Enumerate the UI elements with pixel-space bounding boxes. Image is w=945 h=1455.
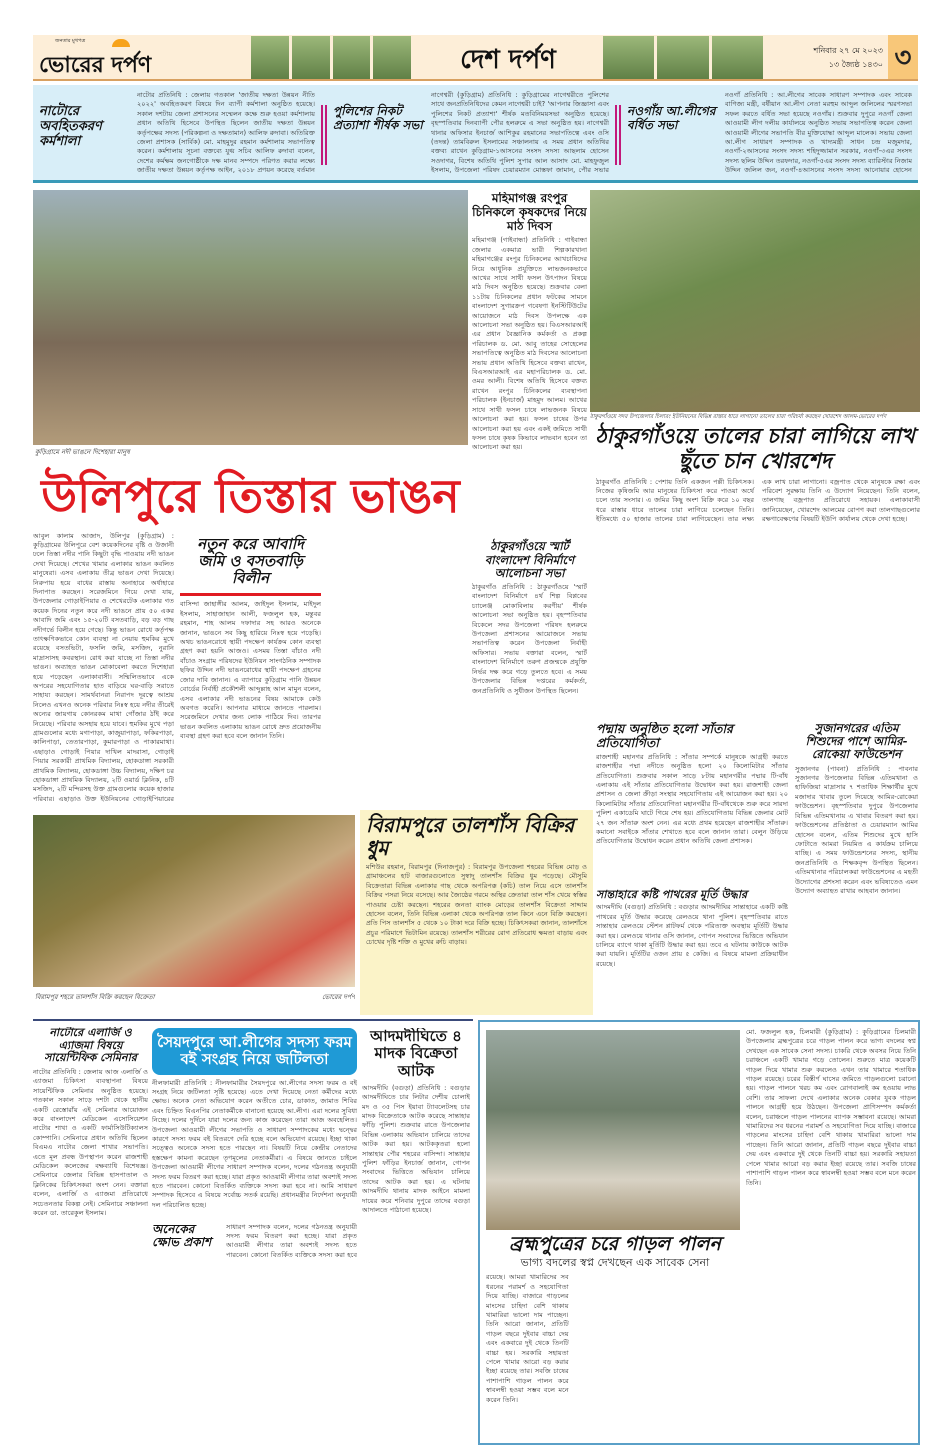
subhead-box (180, 532, 321, 597)
strip-article (627, 91, 912, 174)
headline: পদ্মায় অনুষ্ঠিত হলো সাঁতার প্রতিযোগিতা (596, 722, 733, 751)
article-body: ঠাকুরগাঁও প্রতিনিধি : ঠাকুরগাঁওয়ে 'স্মার্ট বাংলাদেশ বিনির্মাণে ৪র্থ শিল্প বিপ্লবের চ্যালেঞ্জ মোকাবিলায় করণীয়' শীর্ষক আলোচনা সভা অনুষ্ঠিত হয়। বৃহস্পতিবার বিকেলে সদর উপজেলা পরিষদ হলরুমে উপজেলা প্রশাসনের আয়োজনে সভায় সভাপতিত্ব করেন উপজেলা নির্বাহী অফিসার। সভায় বক্তারা বলেন, স্মার্ট বাংলাদেশ বিনির্মাণে তরুণ প্রজন্মকে প্রযুক্তি নির্ভর দক্ষ করে গড়ে তুলতে হবে। এ সময় উপজেলার বিভিন্ন দপ্তরের কর্মকর্তা, জনপ্রতিনিধি ও সুধীজন উপস্থিত ছিলেন। (472, 583, 587, 695)
subheadline: ভাগ্য বদলের স্বপ্ন দেখছেন এক সাবেক সেনা (520, 1255, 710, 1269)
article-body: নীলফামারী প্রতিনিধি : নীলফামারীর সৈয়দপুরে আ.লীগের সদস্য ফরম ও বই সংগ্রহ নিয়ে জটিলতা সৃষ্টি হয়েছে। এতে দেখা দিয়েছে নেতা কর্মীদের মধ্যে ক্ষোভ। অনেক নেতা অভিযোগ করেন অতীতে চোর, ডাকাত, জামাত শিবির এবং চিহ্নিত বিএনপির নেতাকর্মীকে বানানো হয়েছে আ.লীগ। এরা দলের সুবিধা নিচ্ছে। দলের দুর্দিনে যারা দলের জন্য কাজ করেছেন তারা আজ অবহেলিত। উপজেলা আওয়ামী লীগের সভাপতি ও সাধারণ সম্পাদকের মধ্যে দ্বন্দ্বের কারণে সদস্য ফরম বই বিতরণে দেরি হচ্ছে বলে অভিযোগ রয়েছে। ইচ্ছা থাকা সত্ত্বেও অনেকে সদস্য হতে পারছেন না। বিষয়টি নিয়ে কেন্দ্রীয় নেতাদের হস্তক্ষেপ কামনা করেছেন তৃণমূলের নেতাকর্মীরা। এ বিষয়ে জানতে চাইলে উপজেলা আওয়ামী লীগের সাধারণ সম্পাদক বলেন, দলের গঠনতন্ত্র অনুযায়ী সদস্য ফরম বিতরণ করা হচ্ছে। যারা প্রকৃত আওয়ামী লীগার তারা অবশ্যই সদস্য হতে পারবেন। কোনো বিতর্কিত ব্যক্তিকে সদস্য করা হবে না। আমি সাধারণ সম্পাদক হিসেবে এ বিষয়ে সর্বোচ্চ সতর্ক রয়েছি। প্রধানমন্ত্রীর নির্দেশনা অনুযায়ী দল পরিচালিত হচ্ছে। (152, 1078, 357, 1209)
headline: নওগাঁয় আ.লীগের বর্ধিত সভা (627, 104, 716, 132)
photo-caption: বিরামপুর শহরে তালশাঁস বিক্রি করছেন বিক্রেতা (35, 993, 155, 1001)
article-body: নাটোর প্রতিনিধি : জেলায় আজ এলার্জি ও এ্যাজমা চিকিৎসা ব্যবস্থাপনা বিষয়ে সায়েন্টিফিক সেমিনার অনুষ্ঠিত হয়েছে। গতকাল সকাল সাড়ে দশটা থেকে স্থানীয় একটি রেস্তোরাঁয় এই সেমিনার আয়োজন করে বাংলাদেশ মেডিকেল এসোসিয়েশন নাটোর শাখা ও একটি ফার্মাসিউটিক্যালস কোম্পানি। সেমিনারে প্রধান অতিথি ছিলেন বিএমএ নাটোর জেলা শাখার সভাপতি। এতে মূল প্রবন্ধ উপস্থাপন করেন রাজশাহী মেডিকেল কলেজের বক্ষব্যাধি বিশেষজ্ঞ। সেমিনারে জেলার বিভিন্ন হাসপাতাল ও ক্লিনিকের চিকিৎসকরা অংশ নেন। বক্তারা বলেন, এলার্জি ও এ্যাজমা প্রতিরোধে সচেতনতার বিকল্প নেই। সেমিনারে সঞ্চালনা করেন ডা. তারেকুল ইসলাম। (33, 1067, 148, 1218)
headline: বিরামপুরে তালশাঁস বিক্রির ধুম (366, 813, 575, 860)
headline: মহিমাগঞ্জ রংপুর চিনিকলে কৃষকদের নিয়ে মাঠ দিবস (472, 192, 587, 233)
article-body-cont: বাসিন্দা জাহাঙ্গীর আলম, জাইদুল ইসলাম, মাইদুল ইসলাম, সাহাজাহান আলী, ফজলুল হক, মন্তুবর রহমান, শাহ আলম দফাদার সহ আরও অনেকে জানান, ভাঙনে সব কিছু হারিয়ে নিঃস্ব হয়ে পড়েছি। অথচ ভাঙনরোধে স্থায়ী পদক্ষেপ কার্যক্রম কোন ব্যবস্থা গ্রহণ করা হয়নি আজও। এসময় তিস্তা বাঁচাও নদী বাঁচাও সংগ্রাম পরিষদের ইউনিয়ন সাংগঠনিক সম্পাদক ছফির উদ্দিন নদী ভাঙনরোধের স্থায়ী পদক্ষেপ গ্রহনের জোর দাবি জানান। এ ব্যাপারে কুড়িগ্রাম পানি উন্নয়ন বোর্ডের নির্বাহী প্রকৌশলী আব্দুল্লাহ আল মামুন বলেন, এসব এলাকার নদী ভাঙনের বিষয় আমাকে কেউ অবগত করেনি। আপনার মাধ্যমে জানতে পারলাম। সরেজমিনে দেখার জন্য লোক পাঠিয়ে দিব। তারপর ভাঙন কবলিত এলাকায় ভাঙন রোধে দ্রুত প্রয়োজনীয় ব্যবস্থা গ্রহণ করা হবে বলে জানান তিনি। (180, 600, 321, 741)
article-body: মহিমাগঞ্জ (গাইবান্ধা) প্রতিনিধি : গাইবান্ধা জেলার একমাত্র ভারী শিল্পকারখানা মহিমাগঞ্জের রংপুর চিনিকলের আখচাষিদের নিয়ে আধুনিক প্রযুক্তিতে লাভজনকভাবে আখের সাথে সাথী ফসল উৎপাদন বিষয়ে মাঠ দিবস অনুষ্ঠিত হয়েছে। শুক্রবার বেলা ১১টায় চিনিকলের প্রধান ফটকের সামনে বাংলাদেশ সুগারক্রপ গবেষণা ইনস্টিটিউটের আয়োজনে মাঠ দিবস উপলক্ষে এক আলোচনা সভা অনুষ্ঠিত হয়। বিএসআরআই এর প্রধান বৈজ্ঞানিক কর্মকর্তা ও প্রকল্প পরিচালক ড. মো. আবু তাহের সোহেলের সভাপতিত্বে অনুষ্ঠিত মাঠ দিবসের আলোচনা সভায় প্রধান অতিথি হিসেবে বক্তব্য রাখেন, বিএসআরআই এর মহাপরিচালক ড. মো. ওমর আলী। বিশেষ অতিথি হিসেবে বক্তব্য রাখেন রংপুর চিনিকলের ব্যবস্থাপনা পরিচালক (ইনচার্জ) মাহমুদ আলম। আখের সাথে সাথী ফসল চাষে লাভজনক বিষয়ে আলোচনা করা হয়। ফসল চাষের উপর আলোচনা করা হয় এবং একই জমিতে সাথী ফসল চাষে কৃষক কিভাবে লাভবান হবেন তা আলোচনা করা হয়। (472, 236, 587, 452)
article-body: রাজশাহী মহানগর প্রতিনিধি : সাঁতার সম্পর্কে মানুষকে আগ্রহী করতে রাজশাহীর পদ্মা নদীতে অনুষ্ঠিত হলো ২০ কিলোমিটার সাঁতার প্রতিযোগিতা। শুক্রবার সকাল সাড়ে ৮টায় মহানগরীর পদ্মার টি-বাঁধ এলাকায় এই সাঁতার প্রতিযোগিতার উদ্বোধন করা হয়। রাজশাহী জেলা প্রশাসন ও জেলা ক্রীড়া সংস্থার সহযোগিতায় এই আয়োজন করা হয়। ২০ কিলোমিটার সাঁতার প্রতিযোগিতা মহানগরীর টি-বাঁধথেকে শুরু করে সারদা পুলিশ একাডেমি ঘাটে গিয়ে শেষ হয়। প্রতিযোগিতায় বিভিন্ন জেলার মোট ২৭ জন সাঁতারু অংশ নেন। এর মধ্যে প্রথম হয়েছেন রাজশাহীর সাঁতারু। কমানো সবাইকে সাঁতার শেখাতে হবে বলে জানান তারা। বেলুন উড়িয়ে প্রতিযোগিতার উদ্বোধন করেন প্রধান অতিথি জেলা প্রশাসক। (596, 752, 788, 846)
article-body: আবুল কালাম আজাদ, উলিপুর (কুড়িগ্রাম) : কুড়িগ্রামের উলিপুরে বেশ কয়েকদিনের বৃষ্টি ও উজানী ঢলে তিস্তা নদীর পানি কিছুটা বৃদ্ধি পাওয়ায় নদী ভাঙন দেখা দিয়েছে। শেখের খামার এলাকার ভাঙন কবলিত মানুষেরা। এসব এলাকায় তীব্র ভাঙন দেখা দিয়েছে। নিরুপায় হয়ে বাধের রাস্তায় অনাহারে অর্ধাহারে দিনাপাত করছেন। সরেজমিনে গিয়ে দেখা যায়, উপজেলার গোড়াইপিয়ার ও শেখেরটেক এলাকার গত কয়েক দিনের নতুন করে নদী ভাঙনে প্রায় ৫০ একর আবাদি জমি এবং ১৫-২০টি বসতবাড়ি, বড় বড় গাছ নদীগর্ভে বিলীন হয়ে গেছে। কিন্তু ভাঙন রোধে কর্তৃপক্ষ তাৎক্ষণিকভাবে কোন ব্যবস্থা না নেয়ায় হুমকির মুখে রয়েছে বসতভিটা, ফসলি জমি, মসজিদ, নুরানি মাদ্রাসাসহ কবরস্থান। রোধ করা যাচ্ছে না তিস্তা নদীর ভাঙন। অব্যাহত ভাঙন মোকাবেলা করতে দিশেহারা হয়ে পড়েছেন এলাকাবাসী। সম্মিলিতভাবে একে অপরের সহযোগিতার হাত বাড়িয়ে ঘর-বাড়ি সরাতে সাহায্য করছেন। সামর্থবানরা নিরাপদ দূরত্বে আশ্রয় নিলেও এখনও অনেক পরিবার নিঃস্ব হয়ে নদীর তীরেই অন্যের জায়গায় কোনরকম মাথা গোঁজার ঠাঁই করে নিয়েছে। পরিবার অসহায় হয়ে যাবে। হুমকির মুখে পড়া গ্রামগুলোর মধ্যে মগাপাড়া, কাজুয়াপাড়া, ফকিরপাড়া, কালিপাড়া, তেতারপাড়া, কুমারপাড়া ও পাকারমাথা। এছাড়াও গোড়াই পিয়ার দাখিল মাদরাসা, গোড়াই পিয়ার সরকারী প্রাথমিক বিদ্যালয়, হোকডাঙ্গা সরকারী প্রাথমিক বিদ্যালয়, হোকডাঙ্গা উচ্চ বিদ্যালয়, দক্ষিণ চর হোকডাঙ্গা প্রাথমিক বিদ্যালয়, ২টি ওয়ার্ড ক্লিনিক, ৪টি মসজিদ, ২টি মন্দিরসহ উক্ত গ্রামগুলোর কয়েক হাজার পরিবার। এছাড়াও উক্ত ইউনিয়নের গোড়াইপিয়ারের (33, 531, 174, 803)
logo[interactable] (37, 37, 177, 79)
subhead-row (152, 1223, 357, 1261)
palm-fruit-vendor-photo (33, 815, 355, 987)
photo-credit: ভোরের দর্পণ (322, 993, 355, 1001)
sun-icon (112, 39, 130, 47)
headline: সুজানগরের এতিম শিশুদের পাশে আমির-রোকেয়া ফাউন্ডেশন (805, 722, 908, 762)
photo-caption: কুড়িগ্রামে নদী ভাঙনে দিশেহারা মানুষ (35, 448, 130, 456)
article-body: সুজানগর (পাবনা) প্রতিনিধি : পাবনার সুজানগর উপজেলার বিভিন্ন এতিমখানা ও হাফিজিয়া মাদ্রাসার ৭ শতাধিক শিক্ষার্থীর মুখে মজাদার খাবার তুলে দিয়েছে আমির-রোকেয়া ফাউন্ডেশন। বৃহস্পতিবার দুপুরে উপজেলার বিভিন্ন এতিমখানায় এ খাবার বিতরণ করা হয়। ফাউন্ডেশনের প্রতিষ্ঠাতা ও চেয়ারম্যান আমির হোসেন বলেন, এতিম শিশুদের মুখে হাসি ফোটাতে আমরা নিয়মিত এ কার্যক্রম চালিয়ে যাচ্ছি। এ সময় ফাউন্ডেশনের সদস্য, স্থানীয় জনপ্রতিনিধি ও শিক্ষকবৃন্দ উপস্থিত ছিলেন। এতিমখানার পরিচালকরা ফাউন্ডেশনের এ মহতী উদ্যোগের প্রশংসা করেন এবং ভবিষ্যতেও এমন উদ্যোগ অব্যাহত রাখার আহবান জানান। (795, 764, 918, 895)
headline: ঠাকুরগাঁওয়ে তালের চারা লাগিয়ে লাখ ছুঁতে চান খোরশেদ (595, 423, 915, 474)
article-middle-column (180, 532, 321, 809)
article-body: রয়েছে। আমরা খামারিদের সব ধরনের পরামর্শ ও সহযোগিতা দিয়ে যাচ্ছি। বাজারে গাড়লের মাংসের চাহিদা বেশি থাকায় খামারিরা ভালো দাম পাচ্ছেন। তিনি আরো জানান, প্রতিটি গাড়ল বছরে দুইবার বাচ্চা দেয় এবং একবারে দুই থেকে তিনটি বাচ্চা হয়। সরকারি সহায়তা পেলে খামার আরো বড় করার ইচ্ছা রয়েছে তার। সবজি চাষের পাশাপাশি গাড়ল পালন করে স্বাবলম্বী হওয়া সম্ভব বলে মনে করেন তিনি। (486, 1273, 569, 1404)
article-body: ঠাকুরগাঁও প্রতিনিধি : পেশায় তিনি একজন পল্লী চিকিৎসক। নিজের কৃষিজমি আর মানুষের চিকিৎসা করে পাওয়া অর্থে চলে তার সংসার। এ জমির কিছু অংশ বিক্রি করে ১০ বছর ধরে রাস্তার ধারে তালের চারা লাগিয়ে চলেছেন তিনি। ইতিমধ্যে ৫০ হাজার তালের চারা লাগিয়েছেন। তার লক্ষ্য এক লাখ চারা লাগানো। বজ্রপাত থেকে মানুষকে রক্ষা এবং পরিবেশ সুরক্ষায় তিনি এ উদ্যোগ নিয়েছেন। তিনি বলেন, তালগাছ বজ্রপাত প্রতিরোধে সহায়ক। এলাকাবাসী জানিয়েছেন, খোরশেদ আলমের রোপণ করা তালগাছগুলোর রক্ষণাবেক্ষণের বিষয়টি ইউপি কার্যালয় থেকে দেখা হচ্ছে। (596, 477, 920, 524)
article-columns (486, 1273, 744, 1440)
main-headline: উলিপুরে তিস্তার ভাঙন (41, 469, 460, 523)
headline: নাটোরে এলার্জি ও এ্যাজমা বিষয়ে সায়েন্টিফিক সেমিনার (44, 1027, 137, 1065)
river-erosion-photo (33, 190, 468, 445)
natore-allergy-article (33, 1027, 148, 1442)
sujanagar-article (795, 722, 918, 1015)
saidpur-article (152, 1028, 357, 1443)
article-body-cont (750, 1238, 916, 1426)
article-body: মশিউর রহমান, বিরামপুর (দিনাজপুর) : বিরামপুর উপজেলা শহরের বিভিন্ন মোড় ও গ্রামাঞ্চলের হাট বাজারগুলোতে সুস্বাদু তালশাঁস বিক্রির ধুম পড়েছে। মৌসুমি বিক্রেতারা বিভিন্ন এলাকার গাছ থেকে অপরিপক্ক (কচি) তাল নিয়ে এসে তালশাঁস বিক্রির পসরা নিয়ে বসেছে। আর জ্যৈষ্ঠের গরমে অস্থির ক্রেতারা তাল শাঁস খেয়ে স্বস্তির পাওয়ার চেষ্টা করছেন। শহরের জনতা ব্যাংক মোড়ের তালশাঁস বিক্রেতা সাদ্দাম হোসেন বলেন, তিনি বিভিন্ন এলাকা থেকে অপরিপক্ক তাল কিনে এনে বিক্রি করছেন। প্রতি পিস তালশাঁস ৫ থেকে ১০ টাকা দরে বিক্রি হচ্ছে। চিকিৎসকরা জানান, তালশাঁসে প্রচুর পরিমাণে ভিটামিন রয়েছে। তালশাঁস শরীরের রোগ প্রতিরোধ ক্ষমতা বাড়ায় এবং চোখের দৃষ্টি শক্তি ও মুখের রুচি বাড়ায়। (366, 863, 587, 947)
article-body-side: মো. ফজলুল হক, চিলমারী (কুড়িগ্রাম) : কুড়িগ্রামের চিলমারী উপজেলার ব্রহ্মপুত্রের চরে গাড়ল পালন করে ভাগ্য বদলের স্বপ্ন দেখছেন এক সাবেক সেনা সদস্য। চাকরি থেকে অবসর নিয়ে তিনি চরাঞ্চলে একটি খামার গড়ে তোলেন। শুরুতে মাত্র কয়েকটি গাড়ল দিয়ে খামার শুরু করলেও এখন তার খামারে শতাধিক গাড়ল রয়েছে। চরের বিস্তীর্ণ ঘাসের জমিতে গাড়লগুলো চরানো হয়। গাড়ল পালনে খরচ কম এবং রোগবালাই কম হওয়ায় লাভ বেশি। তার সাফল্য দেখে এলাকার অনেক বেকার যুবক গাড়ল পালনে আগ্রহী হয়ে উঠছেন। উপজেলা প্রাণিসম্পদ কর্মকর্তা বলেন, চরাঞ্চলে গাড়ল পালনের ব্যাপক সম্ভাবনা রয়েছে। আমরা খামারিদের সব ধরনের পরামর্শ ও সহযোগিতা দিয়ে যাচ্ছি। বাজারে গাড়লের মাংসের চাহিদা বেশি থাকায় খামারিরা ভালো দাম পাচ্ছেন। তিনি আরো জানান, প্রতিটি গাড়ল বছরে দুইবার বাচ্চা দেয় এবং একবারে দুই থেকে তিনটি বাচ্চা হয়। সরকারি সহায়তা পেলে খামার আরো বড় করার ইচ্ছা রয়েছে তার। সবজি চাষের পাশাপাশি গাড়ল পালন করে স্বাবলম্বী হওয়া সম্ভব বলে মনে করেন তিনি। (746, 1028, 916, 1187)
headline: ব্রহ্মপুত্রের চরে গাড়ল পালন (509, 1234, 721, 1255)
birampur-box (360, 810, 593, 1015)
logo-text: ভোরের দর্পণ (39, 52, 152, 78)
article-body-cont (661, 1273, 744, 1433)
headline-box (152, 1028, 357, 1075)
headline: সান্তাহারে কষ্টি পাথরের মূর্তি উদ্ধার (596, 887, 748, 901)
divider (321, 105, 327, 165)
article-body: নওগাঁ প্রতিনিধি : আ.লীগের সাবেক সাধারণ সম্পাদক এবং সাবেক বাণিজ্য মন্ত্রী, বর্ষীয়ান আ.লীগ নেতা মরহুম আব্দুল জলিলের স্মরণসভা সফল করতে বর্ধিত সভা হয়েছে নওগাঁয়। শুক্রবার দুপুরে নওগাঁ জেলা আওয়ামী লীগ দলীয় কার্যালয়ে অনুষ্ঠিত সভায় সভাপতিত্ব করেন জেলা আওয়ামী লীগের সভাপতি বীর মুক্তিযোদ্ধা আব্দুল মালেক। সভায় জেলা আ.লীগ সাধারণ সম্পাদক ও খাদ্যমন্ত্রী সাধন চন্দ্র মজুমদার, নওগাঁ-২আসনের সংসদ সদস্য শহিদুজ্জামান সরকার, নওগাঁ-৩এর সংসদ সদস্য ছলিম উদ্দিন তরফদার, নওগাঁ-৫এর সংসদ সদস্য ব্যারিস্টার নিজাম উদ্দিন জলিল জন, নওগাঁ-৪আসনের সংসদ সদস্য আনোয়ার হোসেন (725, 91, 912, 174)
headline: ঠাকুরগাঁওয়ে স্মার্ট বাংলাদেশ বিনির্মাণে আলোচনা সভা (484, 539, 575, 580)
garol-feature-box (478, 1020, 920, 1445)
subheadline: নতুন করে আবাদি জমি ও বসতবাড়ি বিলীন (197, 534, 304, 587)
middle-column (472, 192, 587, 806)
garol-main (486, 1234, 744, 1440)
headline: নাটোরে অবহিতকরণ কর্মশালা (39, 104, 102, 149)
article-body-cont (574, 1273, 657, 1433)
header-photos-right (603, 36, 763, 80)
palm-sapling-photo (590, 190, 920, 412)
section-title: দেশ দর্পণ (460, 45, 556, 75)
page-number: ৩ (888, 35, 918, 81)
date-line-2: ১৩ জ্যৈষ্ঠ ১৪৩০ (828, 60, 883, 69)
strip-article (333, 91, 609, 174)
article-body: নাটোর প্রতিনিধি : জেলায় গতকাল 'জাতীয় দক্ষতা উন্নয়ন নীতি ২০২২' অবহিতকরণ বিষয়ে দিন ব্যাপী কর্মশালা অনুষ্ঠিত হয়েছে। সকাল দশটায় জেলা প্রশাসনের সম্মেলন কক্ষে শুরু হওয়া কর্মশালায় প্রধান অতিথি হিসেবে উপস্থিত ছিলেন জাতীয় দক্ষতা উন্নয়ন কর্তৃপক্ষের সদস্য (পরিকল্পনা ও দক্ষতামান) আলিফ রুদাবা। অতিরিক্ত জেলা প্রশাসক (সার্বিক) মো. মাহমুদুর রহমান কর্মশালায় সভাপতিত্ব করেন। কর্মশালায় সূচনা বক্তব্যে যুগ্ম সচিব আলিফ রুদাবা বলেন, দেশের কর্মক্ষম জনগোষ্ঠীকে দক্ষ মানব সম্পদে পরিণত করার লক্ষ্যে জাতীয় দক্ষতা উন্নয়ন কর্তৃপক্ষ আইন, ২০১৮ প্রণয়ন করেছে বর্তমান (137, 91, 315, 174)
article-body-cont (152, 1263, 357, 1442)
headline: আদমদীঘিতে ৪ মাদক বিক্রেতা আটক (370, 1028, 462, 1080)
article-body: আদমদীঘি (বগুড়া) প্রতিনিধি : বগুড়ার আদমদীঘিতে চার লিটার দেশীয় চোলাই মদ ও ৩৫ পিস ইয়াবা ট্যাবলেটসহ চার মাদক বিক্রেতাকে আটক করেছে সান্তাহার ফাঁড়ি পুলিশ। শুক্রবার রাতে উপজেলার বিভিন্ন এলাকায় অভিযান চালিয়ে তাদের আটক করা হয়। আটককৃতরা হলো সান্তাহার পৌর শহরের বাসিন্দা। সান্তাহার পুলিশ ফাঁড়ির ইনচার্জ জানান, গোপন সংবাদের ভিত্তিতে অভিযান চালিয়ে তাদের আটক করা হয়। এ ঘটনায় আদমদীঘি থানায় মাদক আইনে মামলা দায়ের করে শনিবার দুপুরে তাদের বগুড়া আদালতে পাঠানো হয়েছে। (362, 1083, 470, 1215)
masthead (33, 35, 918, 81)
section-divider (33, 1019, 473, 1021)
adamdighi-article (362, 1028, 470, 1443)
khorshed-article (590, 190, 920, 720)
top-news-strip (33, 85, 918, 183)
article-body: আদমদীঘি (বগুড়া) প্রতিনিধি : বগুড়ার আদমদীঘির সান্তাহারে একটি কষ্টি পাথরের মূর্তি উদ্ধার করেছে রেলওয়ে থানা পুলিশ। বৃহস্পতিবার রাতে সান্তাহার রেলওয়ে স্টেশন প্লাটফর্ম থেকে পরিত্যক্ত অবস্থায় মূর্তিটি উদ্ধার করা হয়। রেলওয়ে থানার ওসি জানান, গোপন সংবাদের ভিত্তিতে অভিযান চালিয়ে ব্যাগে থাকা মূর্তিটি উদ্ধার করা হয়। তবে এ ঘটনায় কাউকে আটক করা যায়নি। মূর্তিটির ওজন প্রায় ৫ কেজি। এ বিষয়ে মামলা প্রক্রিয়াধীন রয়েছে। (596, 903, 788, 968)
logo-tagline: জনতার মুখপত্র (55, 38, 86, 44)
article-body: নাগেশ্বরী (কুড়িগ্রাম) প্রতিনিধি : কুড়িগ্রামের নাগেশ্বরীতে পুলিশের সাথে জনপ্রতিনিধিদের কেমন নাগেশ্বরী চাই? 'আপনার জিজ্ঞাসা এবং পুলিশের নিকট প্রত্যাশা' শীর্ষক মতবিনিময়সভা অনুষ্ঠিত হয়েছে। বৃহস্পতিবার দিনব্যাপী পৌর হলরুমে এ সভা অনুষ্ঠিত হয়। নাগেশ্বরী থানার অফিসার ইনচার্জ আশিকুর রহমানের সভাপতিত্বে এবং ওসি (তদন্ত) তামবিরুল ইসলামের সঞ্চালনায় এ সময় প্রধান অতিথির বক্তব্য রাখেন কুড়িগ্রাম-১আসনের সংসদ সদস্য আছলাম হোসেন সওদাগর, বিশেষ অতিথি পুলিশ সুপার আল আসাদ মো. মাহফুজুল ইসলাম, উপজেলা পরিষদ চেয়ারম্যান মোস্তফা জামান, পৌর সভার (431, 91, 609, 174)
ulipur-article (33, 466, 468, 808)
sheep-farm-photo (486, 1030, 740, 1230)
article-body-cont (327, 532, 468, 805)
headline: পুলিশের নিকট প্রত্যাশা শীর্ষক সভা (333, 104, 423, 132)
subheadline: অনেকের ক্ষোভ প্রকাশ (152, 1221, 212, 1250)
divider (615, 105, 621, 165)
date-line-1: শনিবার ২৭ মে ২০২৩ (813, 46, 883, 55)
header-photos-left (251, 36, 411, 80)
padma-santahar-column (596, 722, 788, 1015)
article-body-cont: সাধারণ সম্পাদক বলেন, দলের গঠনতন্ত্র অনুযায়ী সদস্য ফরম বিতরণ করা হচ্ছে। যারা প্রকৃত আওয়ামী লীগার তারা অবশ্যই সদস্য হতে পারবেন। কোনো বিতর্কিত ব্যক্তিকে সদস্য করা হবে (226, 1222, 357, 1259)
article-columns (33, 532, 468, 809)
photo-caption: ঠাকুরগাঁওয়ে সদর উপজেলার চিলারং ইউনিয়নের বিভিন্ন রাস্তার ধারে লাগানো তালের চারা পরিচর্যা করছেন খোরশেদ আলম-ভোরের দর্পণ (590, 414, 887, 420)
strip-article (39, 91, 315, 174)
headline: সৈয়দপুরে আ.লীগের সদস্য ফরম বই সংগ্রহ নিয়ে জটিলতা (157, 1033, 352, 1069)
